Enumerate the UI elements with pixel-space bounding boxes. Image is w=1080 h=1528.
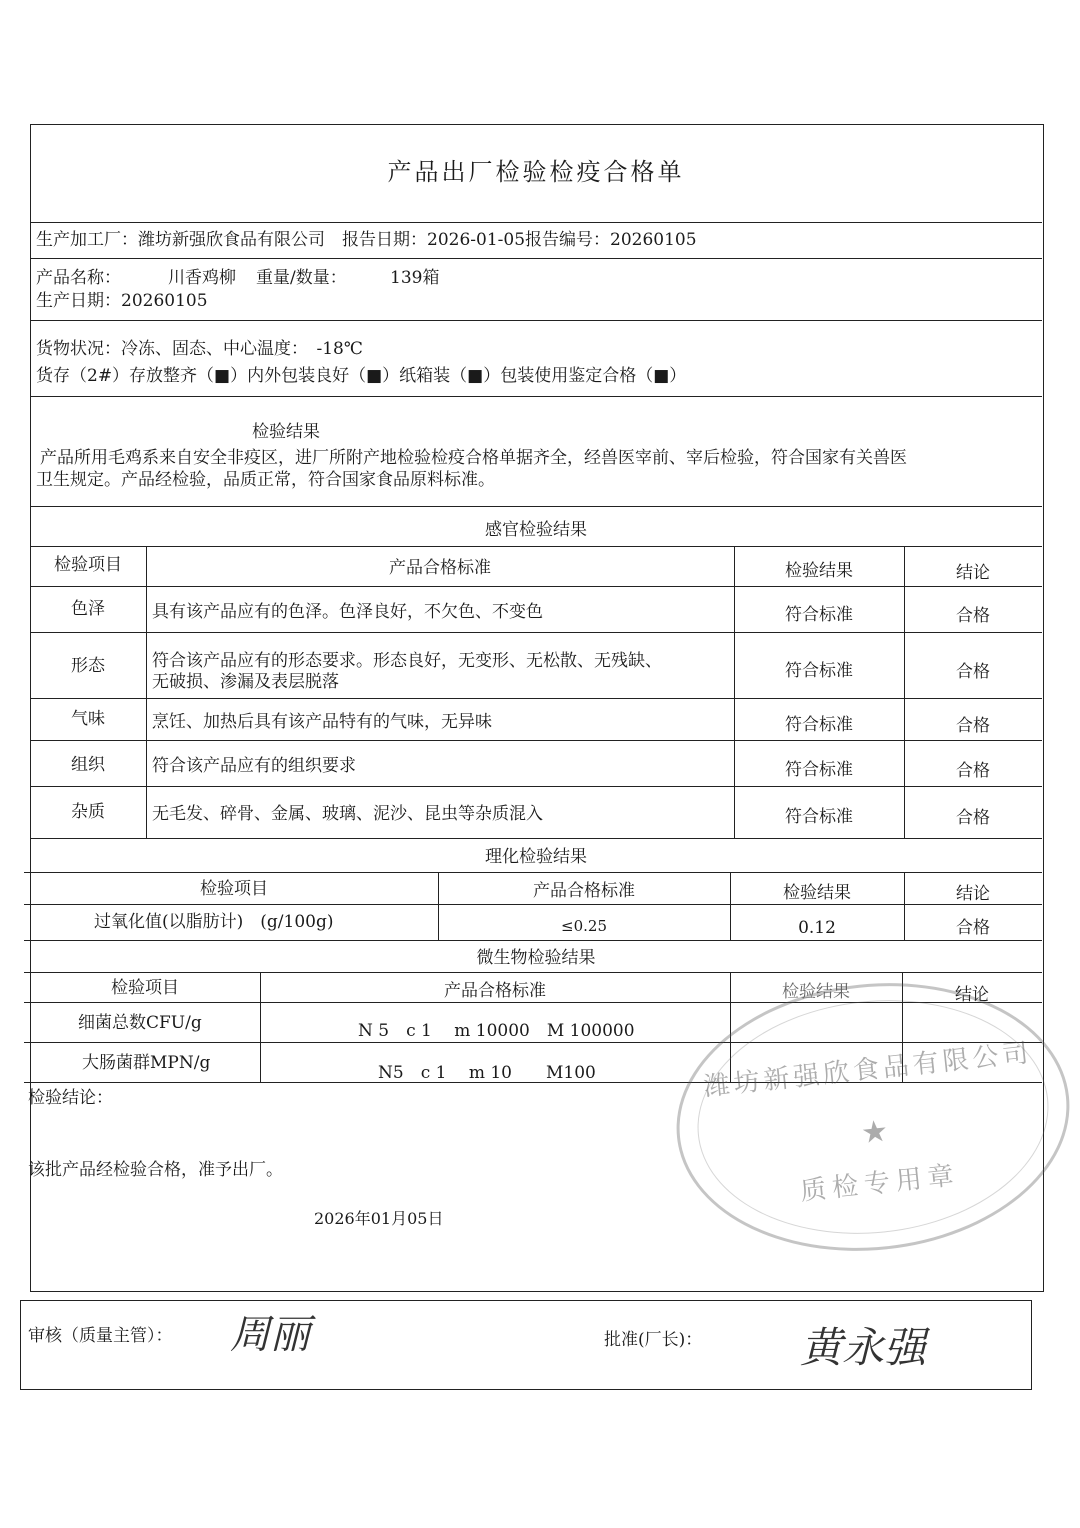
micro-standard: N5 c 1 m 10 M100 [378,1063,596,1083]
result-heading: 检验结果 [252,422,320,442]
storage-status: 货存（2#）存放整齐（■）内外包装良好（■）纸箱装（■）包装使用鉴定合格（■） [36,366,687,386]
divider [30,838,1042,839]
result-text-line1: 产品所用毛鸡系来自安全非疫区，进厂所附产地检验检疫合格单据齐全，经兽医宰前、宰后检验，符合国家有关兽医 [40,448,907,468]
column-rule [734,546,735,838]
sensory-item: 组织 [71,755,105,775]
product-name-label: 产品名称： [36,268,121,288]
sensory-conclusion: 合格 [956,808,990,828]
seal-purpose: 质检专用章 [798,1160,962,1207]
sensory-standard-cont: 无破损、渗漏及表层脱落 [152,672,339,692]
column-rule [146,546,147,838]
divider [30,506,1042,507]
divider [24,872,1042,873]
divider [24,940,1042,941]
sensory-conclusion: 合格 [956,662,990,682]
factory-info: 生产加工厂：潍坊新强欣食品有限公司 报告日期：2026-01-05报告编号：20260105 [36,230,697,250]
sensory-conclusion: 合格 [956,716,990,736]
divider [24,904,1042,905]
divider [30,740,1042,741]
sensory-header-result: 检验结果 [785,561,853,581]
physchem-standard: ≤0.25 [561,917,607,935]
physchem-header-conclusion: 结论 [956,884,990,904]
micro-item: 细菌总数CFU/g [78,1013,202,1033]
sensory-standard: 无毛发、碎骨、金属、玻璃、泥沙、昆虫等杂质混入 [152,804,543,824]
micro-item: 大肠菌群MPN/g [82,1053,211,1073]
sensory-item: 形态 [71,656,105,676]
sensory-standard: 具有该产品应有的色泽。色泽良好，不欠色、不变色 [152,602,543,622]
sensory-header-standard: 产品合格标准 [389,558,491,578]
divider [30,698,1042,699]
divider [30,320,1042,321]
micro-header-result: 检验结果 [782,982,850,1002]
sensory-result: 符合标准 [785,715,853,735]
conclusion-date: 2026年01月05日 [314,1209,444,1228]
divider [30,586,1042,587]
production-date: 生产日期：20260105 [36,291,208,311]
seal-company-name: 潍坊新强欣食品有限公司 [702,1038,1034,1103]
sensory-item: 气味 [71,709,105,729]
physchem-header-standard: 产品合格标准 [533,881,635,901]
product-name: 川香鸡柳 [168,268,236,288]
sensory-item: 色泽 [71,599,105,619]
divider [30,222,1042,223]
physchem-item: 过氧化值(以脂肪计) (g/100g) [94,912,334,932]
divider [30,258,1042,259]
weight-label: 重量/数量： [256,268,347,288]
page-title: 产品出厂检验检疫合格单 [387,158,685,186]
conclusion-label: 检验结论： [28,1088,113,1108]
divider [24,972,1042,973]
sensory-result: 符合标准 [785,661,853,681]
sensory-header-conclusion: 结论 [956,563,990,583]
physchem-header-result: 检验结果 [783,883,851,903]
weight-value: 139箱 [390,268,440,288]
divider [30,632,1042,633]
divider [30,396,1042,397]
review-label: 审核（质量主管）： [28,1326,173,1346]
conclusion-text: 该批产品经检验合格，准予出厂。 [28,1160,283,1180]
review-signature: 周丽 [230,1312,310,1358]
sensory-standard: 符合该产品应有的形态要求。形态良好，无变形、无松散、无残缺、 [152,651,662,671]
seal-star-icon: ★ [859,1113,890,1152]
approve-signature: 黄永强 [800,1323,927,1372]
micro-header-conclusion: 结论 [955,985,989,1005]
physchem-header-item: 检验项目 [200,879,268,899]
micro-title: 微生物检验结果 [476,948,596,968]
column-rule [904,546,905,838]
approve-label: 批准(厂长)： [604,1330,703,1350]
physchem-result: 0.12 [798,918,836,938]
sensory-header-item: 检验项目 [54,555,122,575]
sensory-conclusion: 合格 [956,606,990,626]
divider [30,546,1042,547]
sensory-conclusion: 合格 [956,761,990,781]
micro-header-standard: 产品合格标准 [444,981,546,1001]
micro-standard: N 5 c 1 m 10000 M 100000 [358,1021,635,1041]
sensory-result: 符合标准 [785,807,853,827]
result-text-line2: 卫生规定。产品经检验，品质正常，符合国家食品原料标准。 [36,470,495,490]
sensory-standard: 符合该产品应有的组织要求 [152,756,356,776]
sensory-result: 符合标准 [785,605,853,625]
divider [30,786,1042,787]
physchem-conclusion: 合格 [956,918,990,938]
sensory-standard: 烹饪、加热后具有该产品特有的气味，无异味 [152,712,492,732]
sensory-title: 感官检验结果 [485,520,587,540]
physchem-title: 理化检验结果 [485,847,587,867]
micro-header-item: 检验项目 [111,978,179,998]
goods-status: 货物状况：冷冻、固态、中心温度： -18℃ [36,339,363,359]
sensory-item: 杂质 [71,802,105,822]
sensory-result: 符合标准 [785,760,853,780]
